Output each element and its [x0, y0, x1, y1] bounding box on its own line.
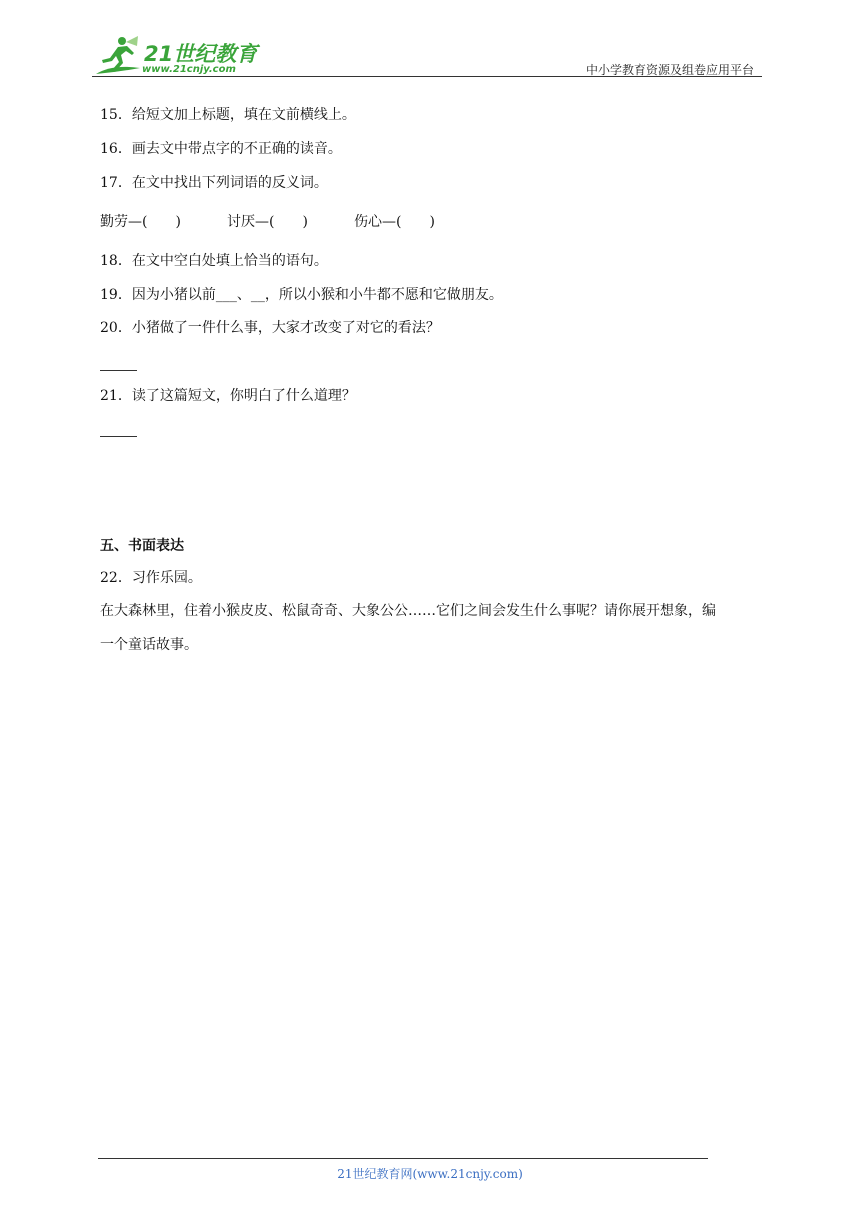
section-title: 五、书面表达 — [100, 538, 184, 554]
site-logo — [92, 34, 262, 78]
question-16: 16．画去文中带点字的不正确的读音。 — [100, 141, 342, 157]
logo-text: 21世纪教育 — [144, 42, 258, 66]
question-19: 19．因为小猪以前___、__，所以小猴和小牛都不愿和它做朋友。 — [100, 287, 503, 303]
antonym-list — [100, 212, 435, 232]
page-header — [92, 30, 762, 78]
writing-prompt-line-2: 一个童话故事。 — [100, 637, 198, 653]
answer-blank — [100, 370, 137, 371]
writing-prompt-line-1: 在大森林里，住着小猴皮皮、松鼠奇奇、大象公公……它们之间会发生什么事呢？请你展开想象，编 — [100, 603, 716, 619]
question-17: 17．在文中找出下列词语的反义词。 — [100, 175, 328, 191]
question-18: 18．在文中空白处填上恰当的语句。 — [100, 253, 328, 269]
footer-site-link[interactable]: 21世纪教育网(www.21cnjy.com) — [337, 1167, 523, 1181]
antonym-item: 伤心—( ) — [354, 214, 435, 230]
question-15: 15．给短文加上标题，填在文前横线上。 — [100, 107, 356, 123]
runner-logo-icon — [92, 34, 144, 78]
antonym-item: 勤劳—( ) — [100, 214, 181, 230]
logo-url: www.21cnjy.com — [142, 64, 236, 75]
answer-blank — [100, 436, 137, 437]
question-21: 21．读了这篇短文，你明白了什么道理？ — [100, 388, 356, 404]
question-20: 20．小猪做了一件什么事，大家才改变了对它的看法？ — [100, 320, 440, 336]
antonym-item: 讨厌—( ) — [227, 214, 308, 230]
header-platform-name: 中小学教育资源及组卷应用平台 — [585, 63, 754, 77]
question-22: 22．习作乐园。 — [100, 570, 202, 586]
header-divider — [92, 76, 762, 77]
footer-divider — [98, 1158, 708, 1159]
